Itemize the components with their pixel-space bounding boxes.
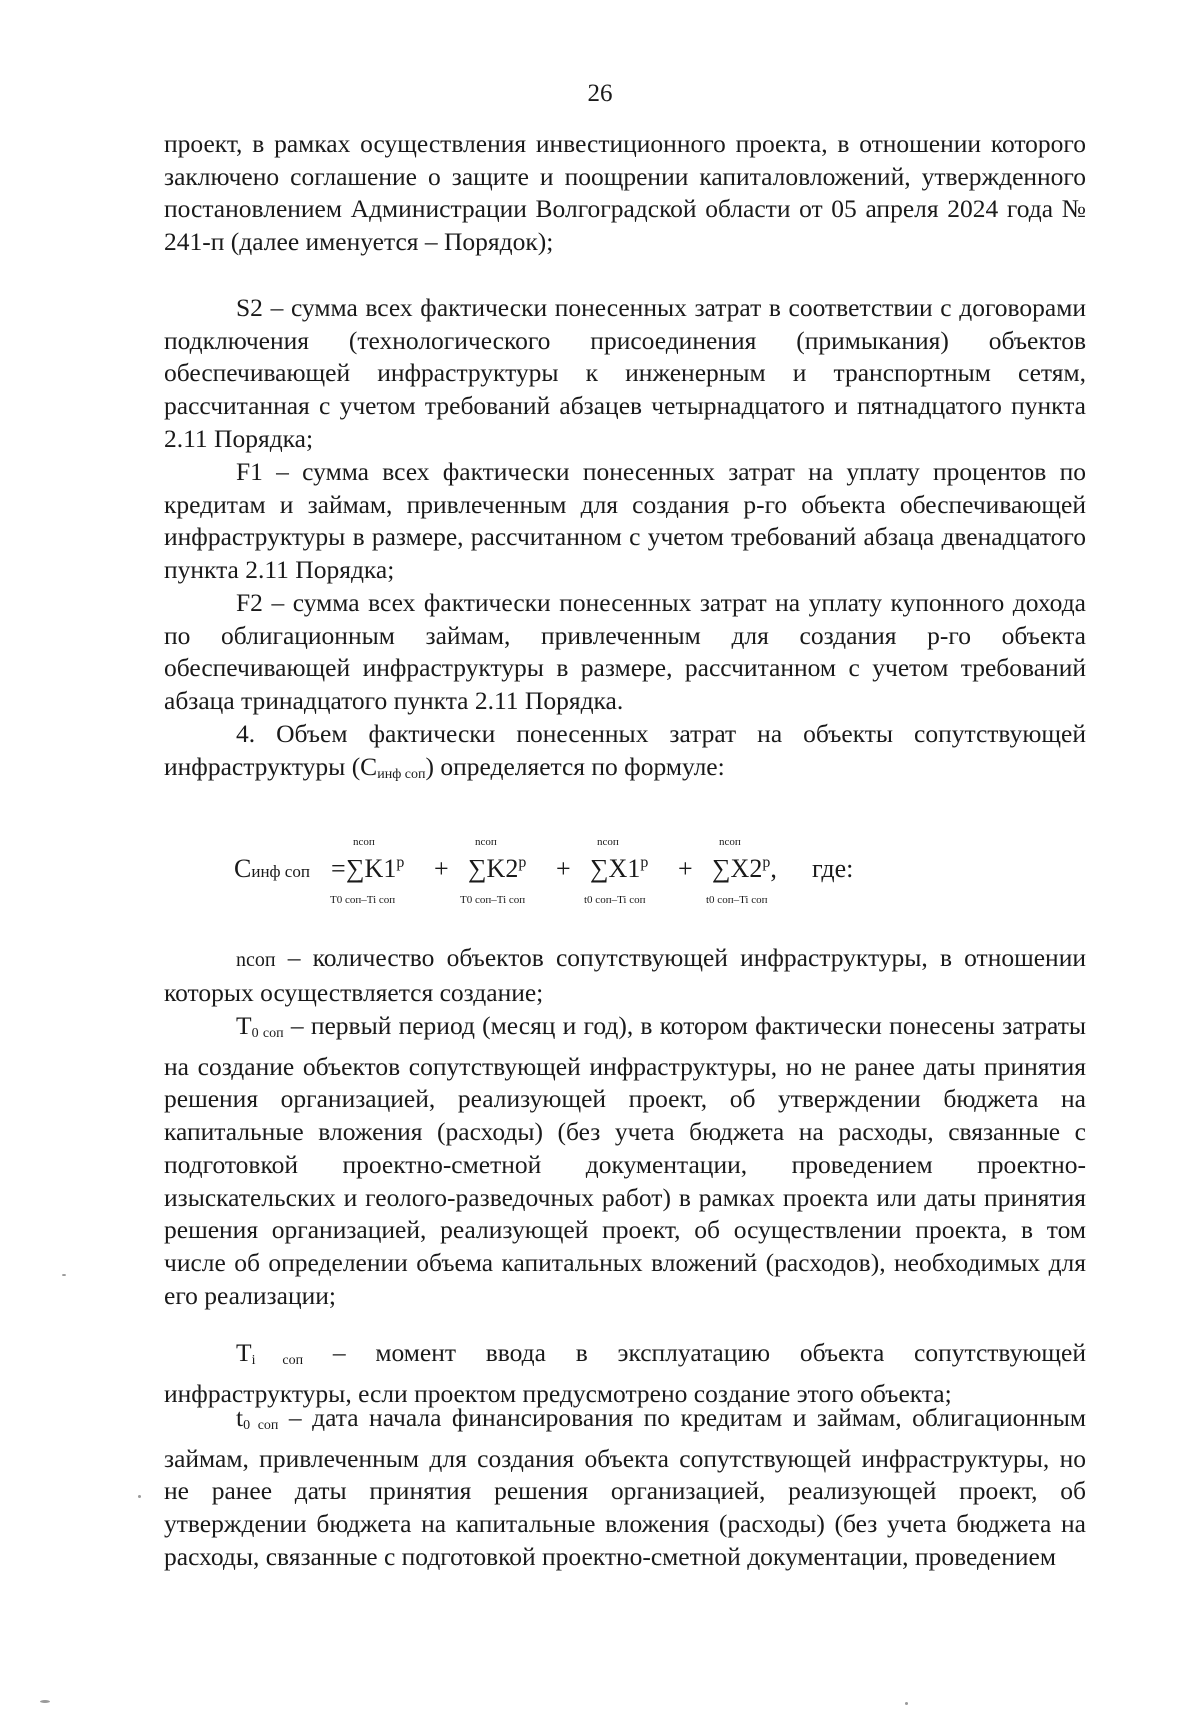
formula-equals: = <box>331 854 346 883</box>
t0-symbol: Т <box>236 1011 252 1040</box>
formula-lhs: Синф соп <box>234 854 310 883</box>
scan-speck <box>905 1702 908 1705</box>
paragraph-s2-definition: S2 – сумма всех фактически понесенных затрат в соответствии с договорами подключения (технологического присоединения (примыкания) объектов обеспечивающей инфраструктуры к инженерным и транспортным сетям, рассчитанная с учетом требований абзацев четырнадцатого и пятнадцатого пункта 2.11 Порядка; <box>164 293 1086 453</box>
sum2-term: ∑K2$^p$ <box>468 854 527 883</box>
cost-formula <box>234 836 934 916</box>
item-4-text-end: ) определяется по формуле: <box>425 751 725 781</box>
t0s-symbol: t <box>236 1403 244 1432</box>
sum4-upper-limit: nсоп <box>719 836 741 848</box>
sum2-sigma: ∑ <box>468 854 487 883</box>
plus-1: + <box>434 854 449 883</box>
sum3-sigma: ∑ <box>590 854 609 883</box>
paragraph-f1-definition: F1 – сумма всех фактически понесенных затрат на уплату процентов по кредитам и займам, привлеченным для создания p-го объекта обеспечивающей инфраструктуры в размере, рассчитанном с учетом требований абзаца двенадцатого пункта 2.11 Порядка; <box>164 457 1086 585</box>
scan-speck <box>40 1700 50 1703</box>
formula-where: где: <box>812 854 854 883</box>
paragraph-order-reference: проект, в рамках осуществления инвестиционного проекта, в отношении которого заключено соглашение о защите и поощрении капиталовложений, утвержденного постановлением Администрации Волгоградской области от 05 апреля 2024 года № 241-п (далее именуется – Порядок); <box>164 129 1086 257</box>
plus-3: + <box>678 854 693 883</box>
ti-symbol: Т <box>236 1338 252 1367</box>
definition-t0: $Т_{0 соп}$ – первый период (месяц и год), в котором фактически понесены затраты на создание объектов сопутствующей инфраструктуры, но не ранее даты принятия решения организацией, реализующей проект, об утверждении бюджета на капитальные вложения (расходы) (без учета бюджета на расходы, связанные с подготовкой проектно-сметной документации, проведением проектно-изыскательских и геолого-разведочных работ) в рамках проекта или даты принятия решения организацией, реализующей проект, об осуществлении проекта, в том числе об определении объема капитальных вложений (расходов), необходимых для его реализации; <box>164 1011 1086 1310</box>
page-number: 26 <box>587 80 613 107</box>
item-4-text-start: 4. Объем фактически понесенных затрат на объекты сопутствующей инфраструктуры (С <box>164 719 1086 781</box>
ti-subscript: i соп <box>251 1353 304 1368</box>
sum1-lower-limit: T0 соп–Ti соп <box>330 894 396 906</box>
paragraph-f2-definition: F2 – сумма всех фактически понесенных затрат на уплату купонного дохода по облигационным займам, привлеченным для создания p-го объекта обеспечивающей инфраструктуры в размере, рассчитанном с учетом требований абзаца тринадцатого пункта 2.11 Порядка. <box>164 588 1086 716</box>
sum1-term: ∑K1$^p$ <box>346 854 405 883</box>
scan-speck <box>138 1495 141 1498</box>
paragraph-item-4 <box>164 718 1086 791</box>
sum2-lower-limit: T0 соп–Ti соп <box>460 894 526 906</box>
scan-speck <box>62 1274 66 1276</box>
n-symbol: nсоп <box>236 949 276 971</box>
t0-subscript: 0 соп <box>251 1026 284 1041</box>
t0s-subscript: 0 соп <box>243 1418 279 1433</box>
item-4-subscript: инф соп <box>377 766 426 782</box>
sum1-upper-limit: nсоп <box>353 836 375 848</box>
definition-t0-lowercase: $t_{0 соп}$ – дата начала финансирования по кредитам и займам, облигационным займам, привлеченным для создания объекта сопутствующей инфраструктуры, но не ранее даты принятия решения организацией, реализующей проект, об утверждении бюджета на капитальные вложения (расходы) (без учета бюджета на расходы, связанные с подготовкой проектно-сметной документации, проведением <box>164 1403 1086 1571</box>
definition-ti: $Т_{i соп}$ – момент ввода в эксплуатацию объекта сопутствующей инфраструктуры, если проектом предусмотрено создание этого объекта; <box>164 1338 1086 1408</box>
sum1-sigma: ∑ <box>346 854 365 883</box>
definition-n-count: nсоп – количество объектов сопутствующей инфраструктуры, в отношении которых осуществляется создание; <box>164 943 1086 1007</box>
plus-2: + <box>556 854 571 883</box>
sum4-lower-limit: t0 соп–Ti соп <box>706 894 768 906</box>
sum4-sigma: ∑ <box>712 854 731 883</box>
sum2-upper-limit: nсоп <box>475 836 497 848</box>
sum3-upper-limit: nсоп <box>597 836 619 848</box>
formula-lhs-subscript: инф соп <box>251 862 310 881</box>
sum3-lower-limit: t0 соп–Ti соп <box>584 894 646 906</box>
sum3-term: ∑X1$^p$ <box>590 854 649 883</box>
sum4-term: ∑X2$^p$, <box>712 854 777 883</box>
